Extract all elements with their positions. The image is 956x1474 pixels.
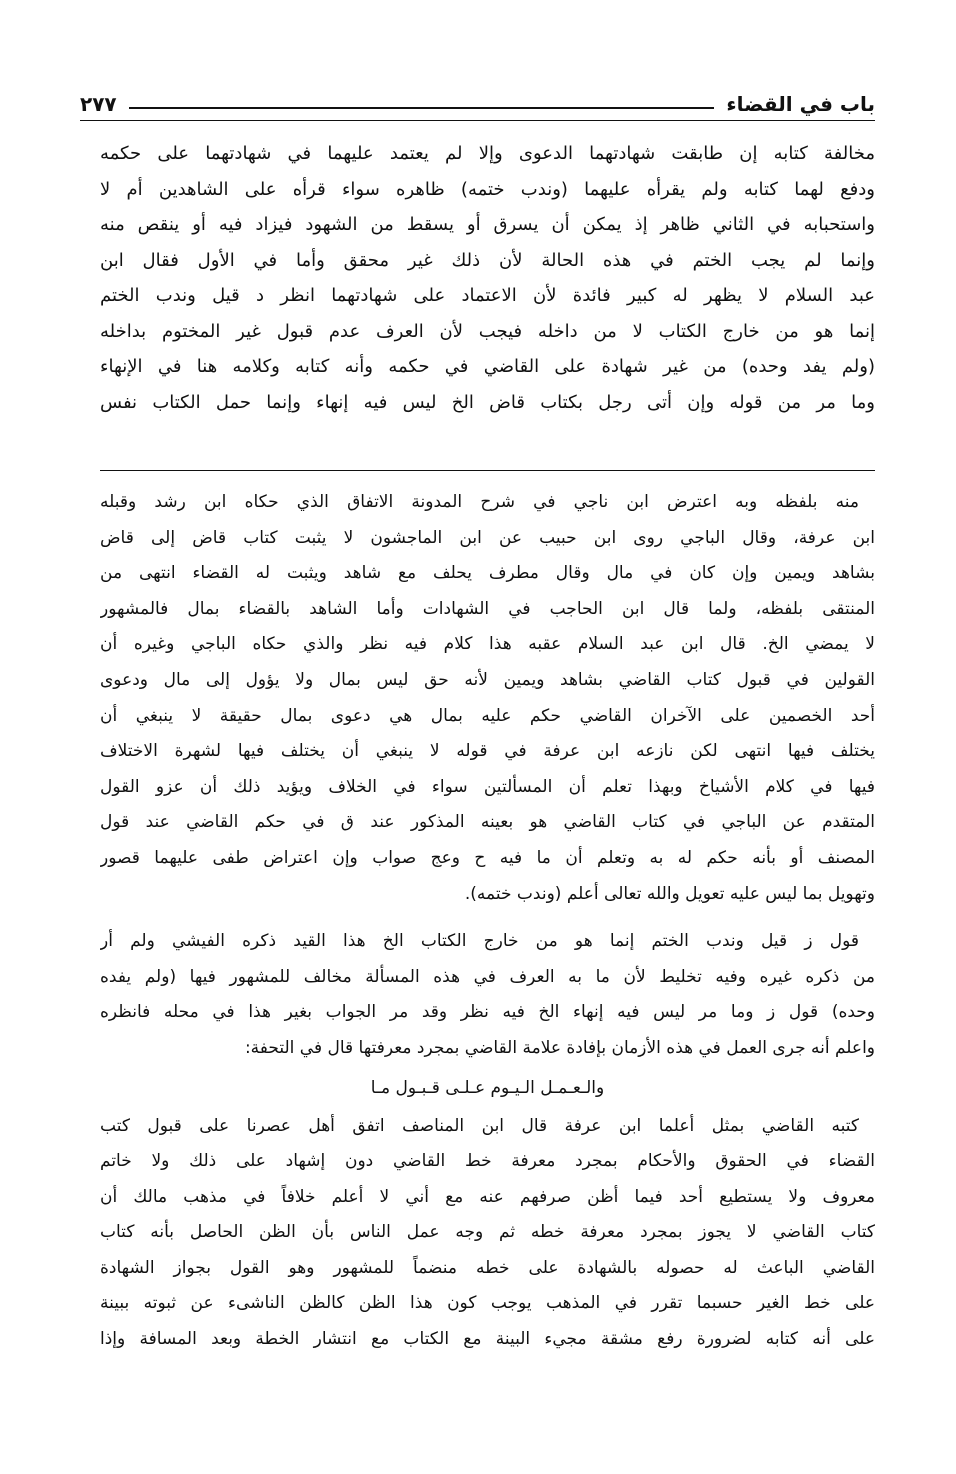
footnote-line: أحد الخصمين على الآخران القاضي حكم عليه بمال هي دعوى بمال حقيقة لا ينبغي أن (100, 705, 875, 726)
footnote-line: من ذكره غيره وفيه تخليط لأن ما به العرف في هذه المسألة مخالف للمشهور فيها (ولم يفده (100, 966, 875, 987)
footnotes (100, 485, 875, 1358)
text-line: وإنما لم يجب الختم في هذه الحالة لأن ذلك غير محقق وأما في الأول فقال ابن (100, 249, 875, 271)
footnote-line: قول ز قيل وندب الختم إنما هو من خارج الكتاب الخ هذا القيد ذكره الفيشي ولم أر (100, 931, 859, 952)
chapter-title: باب في القضاء (726, 92, 875, 116)
text-line: عبد السلام لا يظهر له كبير فائدة لأن الاعتماد على شهادتهما انظر د قيل وندب الختم (100, 285, 875, 306)
footnote-line: القاضي الباعث له حصوله بالشهادة على خطه منضماً للمشهور وهو القول بجواز الشهادة (100, 1257, 875, 1278)
footnote-line: فيها في كلام الأشياخ وبهذا تعلم أن المسألتين سواء في الخلاف ويؤيد ذلك أن عزو القول (100, 776, 875, 797)
footnote-line: المصنف أو بأنه حكم له به وتعلم أن ما فيه ح وعج صواب وإن اعتراض طفى عليهما قصور (100, 847, 875, 868)
page-number: ٢٧٧ (80, 92, 117, 116)
footnote-separator (100, 470, 875, 471)
main-text (100, 136, 875, 420)
footnote-line: القضاء في الحقوق والأحكام بمجرد معرفة خط القاضي دون إشهاد على ذلك ولا خاتم (100, 1151, 875, 1172)
footnote-line: ابن عرفة، وقال الباجي روى ابن حبيب عن ابن الماجشون لا يثبت كتاب قاض إلى قاض (100, 527, 875, 548)
text-line: وما مر من قوله وإن أتى رجل بكتاب قاض الخ ليس فيه إنهاء وإنما حمل الكتاب نفس (100, 391, 875, 413)
footnote-line: يختلف فيها انتهى لكن نازعه ابن عرفة في قوله لا ينبغي أن يختلف فيها لشهرة الاختلاف (100, 741, 875, 762)
header-dash-line (129, 107, 715, 109)
footnote-line: كتاب القاضي لا يجوز بمجرد معرفة خطه ثم وجه عمل الناس بأن الظن الحاصل بأنه كتاب (100, 1222, 875, 1243)
text-line: ودفع لهما كتابه ولم يقرأه عليهما (وندب ختمه) ظاهره سواء قرأه على الشاهدين أم لا (100, 178, 875, 200)
footnote-line: المتقدم عن الباجي في كتاب القاضي هو بعينه المذكور عند ق في حكم القاضي عند قول (100, 812, 875, 833)
paragraph-gap (100, 912, 875, 924)
footnote-line: المنتقى بلفظه، ولما قال ابن الحاجب في الشهادات وأما الشاهد بالقضاء بمال فالمشهور (100, 598, 875, 619)
footnote-line: على خط الغير حسبما تقرر في المذهب يوجب كون هذا الظن كالظن الناشىء عن ثبوته ببينة (100, 1293, 875, 1314)
footnote-line: وتهويل بما ليس عليه تعويل والله تعالى أعلم (وندب ختمه). (464, 883, 875, 904)
footnote-line: بشاهد ويمين وإن كان في مال وقال مطرف يحلف مع شاهد ويثبت له القضاء انتهى من (100, 563, 875, 584)
footnote-line: معروف ولا يستطيع أحد فيما أظن صرفهم عنه مع أني لا أعلم خلافاً في مذهب مالك أن (100, 1186, 875, 1207)
text-line: واستحبابه في الثاني ظاهر إذ يمكن أن يسرق أو يسقط من الشهود فيزاد فيه أو ينقص منه (100, 214, 875, 235)
text-line: مخالفة كتابه إن طابقت شهادتهما الدعوى وإلا لم يعتمد عليهما في شهادتهما على حكمه (100, 143, 875, 164)
footnote-line: واعلم أنه جرى العمل في هذه الأزمان بإفادة علامة القاضي بمجرد معرفتها قال في التحفة: (244, 1037, 875, 1058)
footnote-line: منه بلفظه وبه اعترض ابن ناجي في شرح المدونة الاتفاق الذي حكاه ابن رشد وقبله (100, 492, 859, 512)
text-line: (ولم يفد وحده) من غير شهادة على القاضي في حكمه وأنه كتابه وكلامه هنا في الإنهاء (100, 356, 875, 377)
footnote-line: لا يمضي الخ. قال ابن عبد السلام عقبه هذا كلام فيه نظر والذي حكاه الباجي وغيره أن (100, 634, 875, 655)
footnote-line: القولين في قبول كتاب القاضي بشاهد ويمين لأنه حق ليس بمال ولا يؤول إلى مال ودعوى (100, 669, 875, 690)
running-header (80, 82, 875, 118)
footnote-line: على أنه كتابه لضرورة رفع مشقة مجيء البينة مع الكتاب مع انتشار الخطة وبعد المسافة وإذا (100, 1329, 875, 1350)
text-line: إنما هو من خارج الكتاب لا من داخله فيجب لأن العرف عدم قبول غير المختوم بداخله (100, 320, 875, 342)
verse-line: والـعـمـل الـيـوم عـلـى قـبـول مـا (370, 1077, 605, 1098)
header-rule (80, 120, 875, 121)
footnote-line: كتبه القاضي بمثل أعلما ابن عرفة قال ابن المناصف اتفق أهل عصرنا على قبول كتب (100, 1115, 859, 1136)
footnote-line: وحده) قول ز وما مر ليس فيه إنهاء الخ فيه نظر وقد مر الجواب بغير هذا في محله فانظره (100, 1002, 875, 1023)
